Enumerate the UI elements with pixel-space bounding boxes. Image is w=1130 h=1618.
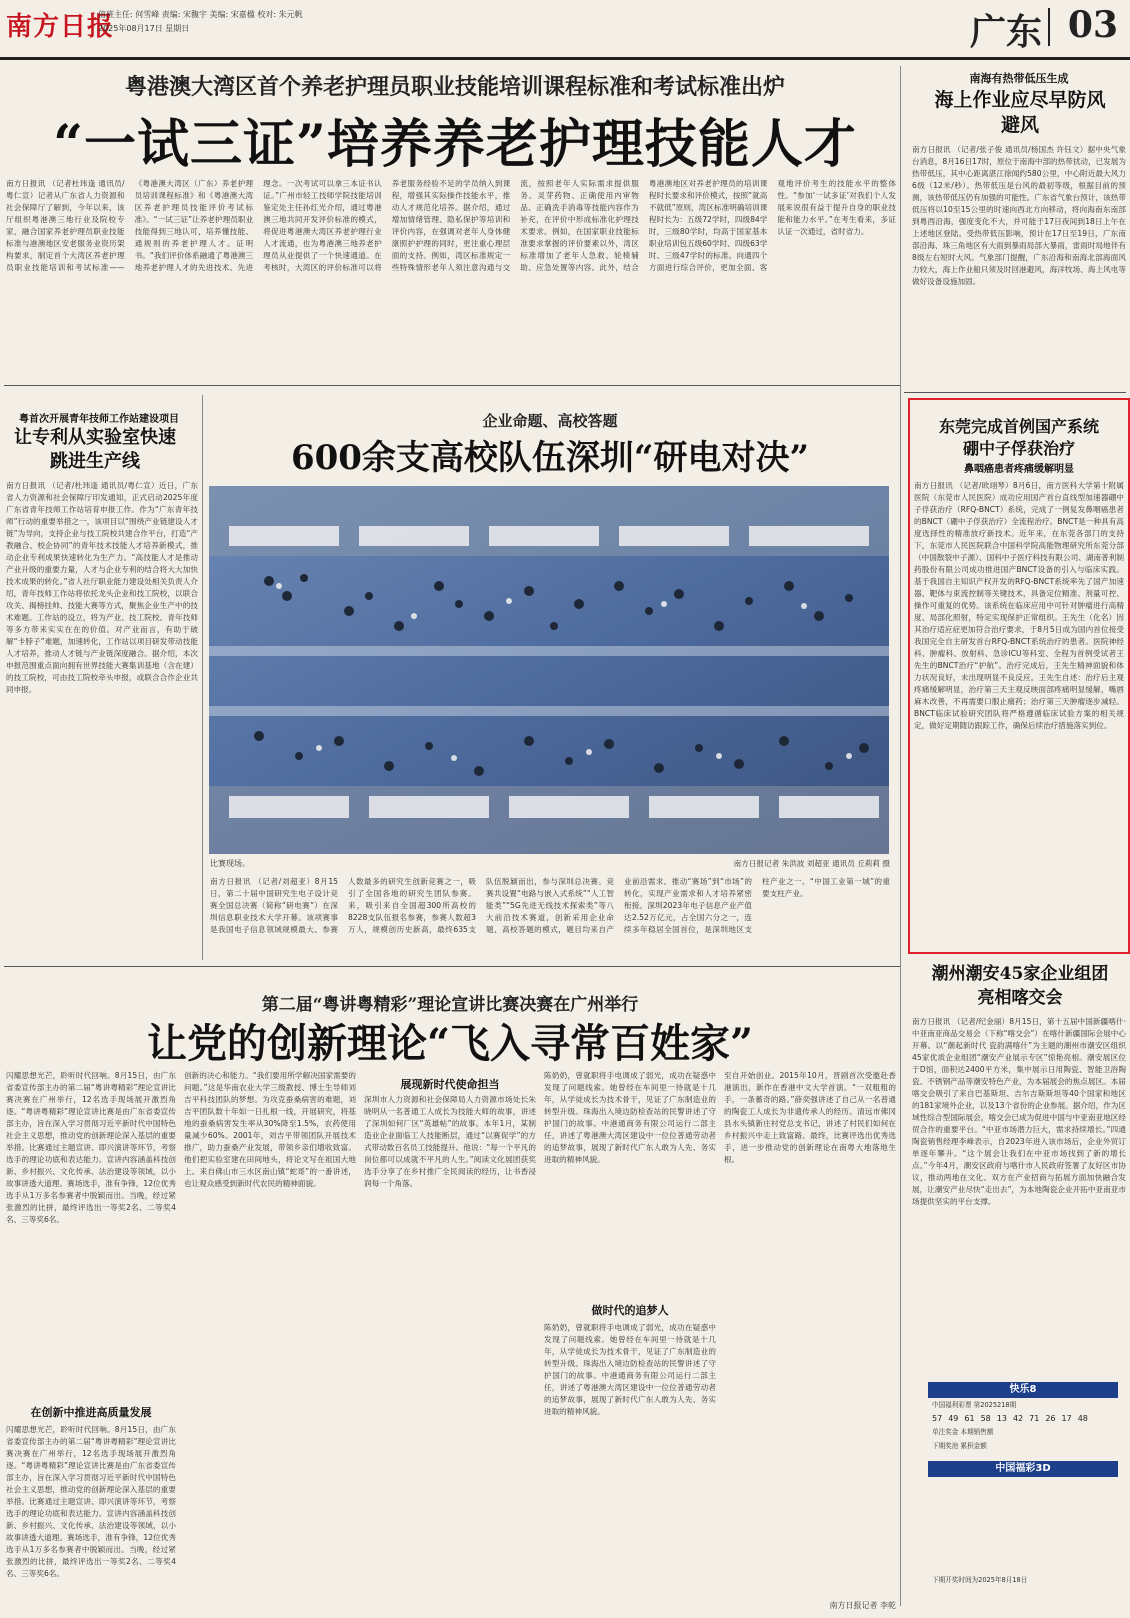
feature-body: 南方日报讯 （记者/刘超亚）8月15日，第二十届中国研究生电子设计竞赛全国总决赛（简称“研电赛”）在深圳信息职业技术大学开幕。该项赛事是我国电子信息领域规模最大、参赛人数最多的研究生创新竞赛之一，吸引了全国各地的研究生团队参赛。来，吸引来自全国超300所高校的8228支队伍报名参赛，参赛人数超3万人，规模创历史新高，最终635支队伍脱颖而出，参与深圳总决赛。竞赛共设置“电路与嵌入式系统”“人工智能类”“5G先进无线技术探索类”等八大前沿技术赛道，创新采用企业命题、高校答题的模式，题目均来自产业前沿需求。推动“赛场”到“市场”的转化，实现产业需求和人才培养紧密衔接。深圳2023年电子信息产业产值达2.52万亿元，占全国六分之一，连续多年稳居全国首位，是深圳地区支柱产业之一。“中国工业第一城”的重要支柱产业。 <box>210 877 890 934</box>
lottery-row: 单注奖金 本期销售额 <box>932 1428 994 1436</box>
lottery-row: 中国福利彩票 第2025218期 <box>932 1401 1017 1409</box>
dongguan-subhead: 鼻咽癌患者疼痛缓解明显 <box>964 464 1074 475</box>
lottery-panel <box>928 1382 1118 1587</box>
editor-line: 值班主任: 何雪峰 责编: 宋馥宇 美编: 宋嘉楹 校对: 朱元帆 <box>98 10 303 19</box>
bottom-byline: 南方日报记者 李乾 <box>829 1601 896 1610</box>
bottom-body-col4b: 陈奶奶，曾就职将手电调成了弱光，成功在疑惑中发现了问题线索。她曾经在车间里一待就是十几年，从学徒成长为技术骨干，见证了广东制造业的转型升级。珠海出入境边防检查站的民警讲述了守护国门的故事。中港通商务有限公司运行二部主任，讲述了粤港澳大湾区建设中一位位普通劳动者的追梦故事，展现了新时代广东人敢为人先、务实进取的精神风貌。 <box>544 1323 716 1416</box>
competition-photo <box>209 486 889 854</box>
lottery-ball: 42 <box>1012 1414 1024 1423</box>
bottom-body-col1b: 闪耀思想光芒，聆听时代回响。8月15日，由广东省委宣传部主办的第二届“粤讲粤精彩”理论宣讲比赛决赛在广州举行，12名选手现场展开激烈角逐。“粤讲粤精彩”理论宣讲比赛是由广东省委宣传部主办，旨在深入学习贯彻习近平新时代中国特色社会主义思想，推动党的创新理论深入基层的重要举措。比赛通过主题宣讲、即兴演讲等环节，考察选手的理论功底和表达能力。宣讲内容涵盖科技创新、乡村振兴、文化传承、法治建设等领域，以小故事讲透大道理。赛场选手，准有争锋，12位优秀选手从1万多名参赛者中脱颖而出。当晚，经过紧张激烈的比拼，最终评选出一等奖2名、二等奖4名、三等奖6名。 <box>6 1425 176 1578</box>
bottom-body-col3: 深圳市人力资源和社会保障局人力资源市场处长朱晓明从一名普通工人成长为技能大师的故事，讲述了深圳如何厂区“英雄帖”的故事。本年1月，某制造业企业面临工人技能断层，通过“以赛促学”的方式带动数百名员工技能提升。他说：“每一个平凡的岗位都可以成就不平凡的人生。”阅读文化展团获奖选手分享了在乡村推广全民阅读的经历，让书香浸润每一个角落。 <box>364 1095 536 1188</box>
bottom-headline: 让党的创新理论“飞入寻常百姓家” <box>146 1020 753 1067</box>
column-rule <box>900 66 901 1606</box>
bottom-body-col2: 创新的决心和能力。“我们要用所学解决国家需要的问题。”这是华南农业大学三级教授、博士生导师刘吉平科技团队的梦想。为攻克蚕桑病害的难题，刘吉平团队数十年如一日扎根一线，开展研究，将基地的蚕桑病害发生率从30%降至1.5%，农药使用量减少60%。2001年，刘吉平带领团队开展技术推广，助力蚕桑产业发展，带领乡亲们增收致富。他们把实验室建在田间地头，将论文写在祖国大地上。来自佛山市三水区南山镇“蛇哥”的一番讲述，也让观众感受到新时代农民的精神面貌。 <box>184 1071 356 1188</box>
masthead-meta <box>98 8 303 36</box>
date-line: 2025年08月17日 星期日 <box>98 24 190 33</box>
chaozhou-headline: 潮州潮安45家企业组团亮相喀交会 <box>931 964 1109 1008</box>
lead-body: 南方日报讯 （记者杜玮逢 通讯员/粤仁宣）记者从广东省人力资源和社会保障厅了解到，今年以来，该厅组织粤港澳三地行业及院校专家，融合国家养老护理员职业技能标准与港澳地区安老服务业资历架构要求，制定首个大湾区养老护理员职业技能培训和考试标准——《粤港澳大湾区（广东）养老护理员培训课程标准》和《粤港澳大湾区养老护理员技能评价考试标准》。“一试三证”让养老护理员职业技能得到三地认可，培养懂技能、通规则的养老护理人才。证明书。“我们评价体系融通了粤港澳三地养老护理人才的先进技术、先进理念。一次考试可以拿三本证书认证。”广州市轻工技师学院技能培训鉴定处主任孙红光介绍，通过粤港澳三地共同开发评价标准的模式，将促进粤港澳大湾区养老护理行业人才流通，也为粤港澳三地养老护理员从业提供了一个快速通道。在考核时，大湾区的评价标准可以将养老服务经验不足的学员纳入到课程，增强其实际操作技能水平，推动人才规范化培养。据介绍，通过增加情绪管理、隐私保护等培训和评价内容，在强调对老年人身体健康照护护理的同时，更注重心理层面的支持。例如，湾区标准规定一些特殊情形老年人须注意沟通与交流，按照老年人实际需求提供服务。灵芽药物、正确使用内审物品、正确洗手消毒等技能内容作为补充，在评价中形成标准化护理技术要求。例如，在国家职业技能标准要求掌握的评价要素以外，湾区标准增加了老年人急救、轮椅辅助、应急处置等内容。此外，结合粤港澳地区对养老护理员的培训课程时长要求和评价模式，按照“就高不就低”原则，湾区标准明确培训课程时长为：五级72学时，四级84学时，三级80学时，均高于国家基本职业培训包五级60学时、四级63学时、三级47学时的标准。向通四个方面进行综合评价，更加全面、客观地评价考生的技能水平的整体性。“参加‘一试多证’对我们个人发展来说很有益于提升自身的职业技能和能力水平。”在考生看来，多证认证一次通过，省时省力。 <box>6 179 896 272</box>
bottom-subhead-3: 在创新中推进高质量发展 <box>30 1406 152 1419</box>
lottery-title-kuaile8: 快乐8 <box>928 1382 1118 1398</box>
lottery-ball: 17 <box>1061 1414 1072 1423</box>
dongguan-headline-line2: 硼中子俘获治疗 <box>962 439 1075 458</box>
lottery-row: 下期奖池 累积金额 <box>932 1442 987 1450</box>
lottery-ball: 57 <box>932 1414 943 1423</box>
bottom-body-col4: 陈奶奶，曾就职将手电调成了弱光，成功在疑惑中发现了问题线索。她曾经在车间里一待就是十几年，从学徒成长为技术骨干，见证了广东制造业的转型升级。珠海出入境边防检查站的民警讲述了守护国门的故事。中港通商务有限公司运行二部主任，讲述了粤港澳大湾区建设中一位位普通劳动者的追梦故事，展现了新时代广东人敢为人先、务实进取的精神风貌。 <box>544 1071 716 1164</box>
side-top-headline: 海上作业应尽早防风避风 <box>934 89 1106 136</box>
patents-body: 南方日报讯 （记者/杜玮逢 通讯员/粤仁宣）近日，广东省人力资源和社会保障厅印发通知，正式启动2025年度广东省青年技师工作站培育申报工作。作为“广东青年技师”行动的重要举措之一，该项目以“围绕产业链建设人才链”为导向，支持企业与技工院校共建合作平台，打造“产教融合、校企协同”的青年技术技能人才培养新模式，推动企业专利成果快速转化为生产力。“高技能人才是推动产业升级的重要力量，人才与企业专利的结合将大大加快技术成果的转化。”省人社厅职业能力建设处相关负责人介绍，青年技师工作站将依托龙头企业和技工院校，以联合攻关、揭榜挂帅、技能大赛等方式，聚焦企业生产中的技术难题。工作站的设立，将为产业、技工院校、青年技师等多方带来实实在在的价值。对产业而言，有助于破解“卡脖子”难题，加速转化，工作站以项目研发带动技能人才培养，推动人才链与产业链深度融合。据介绍，本次申报范围重点面向拥有世界技能大赛集训基地（含在建）的技工院校，可由技工院校牵头申报，或联合合作企业共同申报。 <box>6 481 198 694</box>
lottery-ball: 48 <box>1077 1414 1088 1423</box>
chaozhou-body: 南方日报讯 （记者/纪金丽）8月15日，第十五届中国新疆喀什·中亚南亚商品交易会（下称“喀交会”）在喀什新疆国际会展中心开幕。以“潮起新时代 瓷韵满喀什”为主题的潮州市潮安区组织45家优质企业组团“潮安产业展示专区”惊艳亮相。潮安展区位于D馆，面积达2400平方米，集中展示日用陶瓷、智能卫浴陶瓷、不锈钢产品等潮安特色产业，为本届展会的焦点展区。本届喀交会吸引了来自巴基斯坦、吉尔吉斯斯坦等40个国家和地区的181家境外企业，以及13个省份的企业参展。据介绍，作为区域性综合型国际展会，喀交会已成为促进中国与中亚南亚地区经贸合作的重要平台。“中亚市场潜力巨大，需求持续增长。”四通陶瓷销售经理李峰表示，自2023年进入该市场后，企业外贸订单逐年攀升。“这个展会让我们在中亚市场找到了新的增长点。”今年4月，潮安区政府与喀什市人民政府签署了友好区市协议，推动两地在文化、双方在产业招商与拓展方面加快融合发展，让潮安产业尽快“走出去”，为本地陶瓷企业开拓中亚南亚市场提供坚实的平台支撑。 <box>912 1017 1126 1206</box>
newspaper-logo: 南方日报 <box>6 12 115 42</box>
bottom-body-col1: 闪耀思想光芒，聆听时代回响。8月15日，由广东省委宣传部主办的第二届“粤讲粤精彩”理论宣讲比赛决赛在广州举行，12名选手现场展开激烈角逐。“粤讲粤精彩”理论宣讲比赛是由广东省委宣传部主办，旨在深入学习贯彻习近平新时代中国特色社会主义思想，推动党的创新理论深入基层的重要举措。比赛通过主题宣讲、即兴演讲等环节，考察选手的理论功底和表达能力。宣讲内容涵盖科技创新、乡村振兴、文化传承、法治建设等领域，以小故事讲透大道理。赛场选手，准有争锋，12位优秀选手从1万多名参赛者中脱颖而出。当晚，经过紧张激烈的比拼，最终评选出一等奖2名、二等奖4名、三等奖6名。 <box>6 1071 176 1224</box>
column-rule <box>202 395 203 960</box>
photo-credit: 南方日报记者 朱洪波 刘超亚 通讯员 丘莉莉 摄 <box>733 859 890 868</box>
lottery-ball: 61 <box>964 1414 975 1423</box>
lottery-balls <box>928 1412 1118 1425</box>
feature-kicker: 企业命题、高校答题 <box>482 412 618 430</box>
section-rule <box>4 966 900 967</box>
side-top-kicker: 南海有热带低压生成 <box>969 72 1069 85</box>
section-title: 广东 <box>969 11 1042 53</box>
bottom-body-col5: 至自开始创业。2015年10月，晋剧首次受邀赴香港演出，新作在香港中文大学首演。“一双粗粗的手，一条蓄奇的路。”薛奕强讲述了自己从一名普通的陶瓷工人成长为非遗传承人的经历。清远市佛冈县水头镇新庄村党总支书记，讲述了村民们如何在乡村振兴中走上致富路。最终，比赛评选出优秀选手，进一步推动党的创新理论在南粤大地落地生根。 <box>724 1071 896 1164</box>
bottom-kicker: 第二届“粤讲粤精彩”理论宣讲比赛决赛在广州举行 <box>261 995 639 1015</box>
page-number: 03 <box>1067 4 1118 46</box>
photo-caption: 比赛现场。 <box>210 859 250 868</box>
lottery-ball: 13 <box>996 1414 1007 1423</box>
feature-headline: 600余支高校队伍深圳“研电对决” <box>290 438 810 478</box>
lead-kicker: 粤港澳大湾区首个养老护理员职业技能培训课程标准和考试标准出炉 <box>124 74 785 100</box>
lottery-ball: 26 <box>1045 1414 1056 1423</box>
lead-headline: “一试三证”培养养老护理技能人才 <box>53 114 857 175</box>
crowd-photo-illustration <box>209 486 889 854</box>
bottom-subhead-1: 展现新时代使命担当 <box>400 1078 500 1091</box>
lottery-ball: 71 <box>1029 1414 1040 1423</box>
lottery-title-3d: 中国福彩3D <box>928 1461 1118 1477</box>
lottery-footer: 下期开奖时间为2025年8月18日 <box>932 1576 1028 1584</box>
side-top-body: 南方日报讯 （记者/张子俊 通讯员/杨国杰 许钰文）据中央气象台消息，8月16日17时，原位于南海中部的热带扰动，已发展为热带低压，其中心距离湛江徐闻约580公里，中心附近最大风力6级（12米/秒）。热带低压是台风的最初等级，根据目前的预测，该热带低压仍有加强的可能性。广东省气象台预计，该热带低压将以10至15公里的时速向西北方向移动，将向海南东南部到粤西沿海，强度变化不大，并可能于17日夜间到18日上午在上述地区登陆。受热带低压影响，预计在17日至19日，广东南部沿海、珠三角地区有大雨到暴雨局部大暴雨，雷雨时局地伴有8级左右短时大风。气象部门提醒，广东沿海和南海北部海面风力较大，海上作业船只须及时回港避风，海洋牧场、海上风电等做好设备设施加固。 <box>912 145 1126 286</box>
dongguan-body: 南方日报讯 （记者/欧翊琴）8月6日，南方医科大学第十附属医院（东莞市人民医院）成功应用国产首台直线型加速器硼中子俘获治疗（RFQ-BNCT）系统，完成了一例复发鼻咽癌患者的BNCT（硼中子俘获治疗）全流程治疗。BNCT是一种具有高度选择性的精准放疗新技术。近年来，在东莞各部门的支持下，东莞市人民医院联合中国科学院高能物理研究所东莞分部（中国散裂中子源）、国科中子医疗科技有限公司、湖南普利制药股份有限公司成功推进国产BNCT设备的引入与临床实践。基于我国自主知识产权开发的RFQ-BNCT系统率先了国产加速器、靶体与束流控制等关键技术，具备定位精准、剂量可控、操作可重复的优势。该系统在临床应用中可针对肿瘤进行高精度、局部化照射，特定实现保护正常组织。王先生（化名）因其治疗适应症更加符合治疗要求，于8月5日成为国内首位接受我国完全自主研发首台RFQ-BNCT系统治疗的患者。医院神经科、肿瘤科、放射科、急诊ICU等科室、全程为首例受试者王先生的BNCT治疗“护航”。治疗完成后，王先生精神面貌和体力状况良好，未出现明显不良反应。王先生自述：治疗后主观疼痛缓解明显，治疗第三天主观反映面部疼痛明显缓解，嘴唇麻木改善，不再需要口服止痛药；治疗第三天肿瘤逐步减轻。BNCT临床试验研究团队将严格遵循临床试验方案的相关规定，做好定期随访跟踪工作，确保后续治疗措施落实到位。 <box>914 481 1124 730</box>
patents-kicker: 粤首次开展青年技师工作站建设项目 <box>19 414 179 425</box>
lottery-ball: 58 <box>980 1414 991 1423</box>
masthead <box>0 0 1130 60</box>
lottery-ball: 49 <box>948 1414 959 1423</box>
dongguan-headline-line1: 东莞完成首例国产系统 <box>938 417 1099 436</box>
section-rule <box>4 385 900 386</box>
patents-headline: 让专利从实验室快速跳进生产线 <box>14 427 176 472</box>
section-rule <box>904 392 1126 393</box>
section-divider <box>1048 8 1050 46</box>
bottom-subhead-2: 做时代的追梦人 <box>591 1304 669 1317</box>
